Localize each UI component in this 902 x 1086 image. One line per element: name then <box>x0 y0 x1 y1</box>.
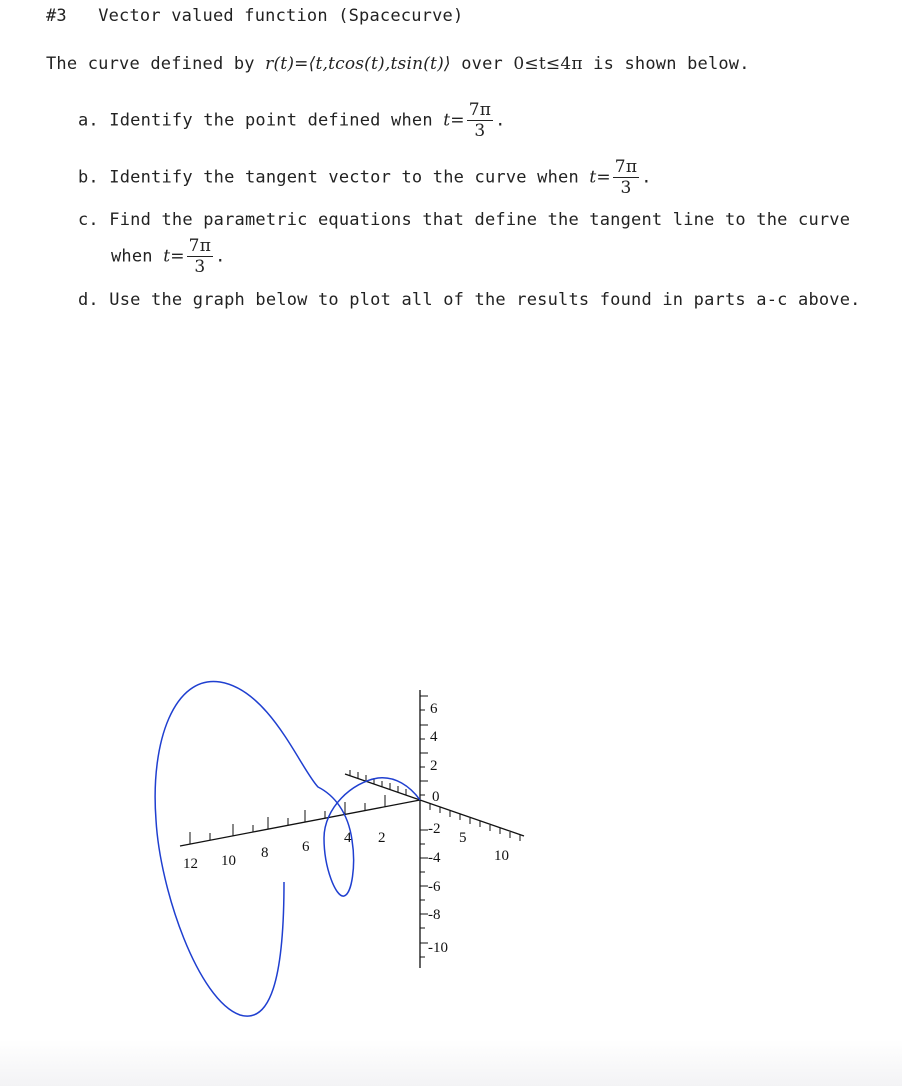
intro-over: over <box>461 54 503 74</box>
part-c-text: c. Find the parametric equations that define the tangent line to the curve <box>78 210 851 230</box>
part-b-num: 7π <box>614 157 638 177</box>
horizontal-axis-label-group <box>183 830 386 872</box>
part-c-when: when <box>111 246 153 267</box>
part-c-num: 7π <box>188 236 212 256</box>
vertical-axis-label: -6 <box>428 879 441 895</box>
part-c-den: 3 <box>187 256 213 277</box>
vertical-axis-label: 6 <box>430 701 438 717</box>
horizontal-axis-label: 8 <box>261 845 269 861</box>
part-b-var: t= <box>589 167 611 188</box>
space-curve <box>155 681 420 1016</box>
intro-r-function: r(t)=⟨t,tcos(t),tsin(t)⟩ <box>265 54 451 74</box>
depth-axis-label: 10 <box>494 848 509 864</box>
vertical-axis-label: 2 <box>430 758 438 774</box>
vertical-axis-label: -8 <box>428 907 441 923</box>
depth-axis-ticks <box>430 804 520 841</box>
depth-axis-label: 5 <box>459 830 467 846</box>
vertical-axis-ticks <box>420 696 428 957</box>
vertical-axis-label: 4 <box>430 729 438 745</box>
back-axis-ticks <box>350 770 406 795</box>
part-a-var: t= <box>443 110 465 131</box>
part-b-text: b. Identify the tangent vector to the curve when <box>78 167 579 188</box>
vertical-axis-label-group <box>428 701 448 956</box>
depth-axis-label-group <box>459 830 509 864</box>
vertical-axis-label: 0 <box>432 789 440 805</box>
part-b-den: 3 <box>613 177 639 198</box>
problem-number: #3 <box>46 6 67 26</box>
part-a-num: 7π <box>468 100 492 120</box>
intro-range: 0≤t≤4π <box>513 54 583 74</box>
part-c-var: t= <box>163 246 185 267</box>
vertical-axis-label: -4 <box>428 850 441 866</box>
horizontal-axis-label: 12 <box>183 856 198 872</box>
intro-suffix: is shown below. <box>593 54 750 74</box>
intro-prefix: The curve defined by <box>46 54 255 74</box>
part-a-den: 3 <box>467 120 493 141</box>
problem-title: Vector valued function (Spacecurve) <box>98 6 464 26</box>
horizontal-axis-label: 6 <box>302 839 310 855</box>
part-a-end: . <box>495 110 506 131</box>
horizontal-axis-ticks <box>190 795 385 844</box>
horizontal-axis-label: 4 <box>344 830 352 846</box>
part-a-text: a. Identify the point defined when <box>78 110 433 131</box>
part-d-text: d. Use the graph below to plot all of the results found in parts a-c above. <box>78 290 861 310</box>
horizontal-axis-label: 2 <box>378 830 386 846</box>
page-bottom-band <box>0 1040 902 1086</box>
vertical-axis-label: -10 <box>428 940 448 956</box>
vertical-axis-label: -2 <box>428 821 441 837</box>
part-b-end: . <box>641 167 652 188</box>
horizontal-axis-label: 10 <box>221 853 236 869</box>
part-c-end: . <box>215 246 226 267</box>
